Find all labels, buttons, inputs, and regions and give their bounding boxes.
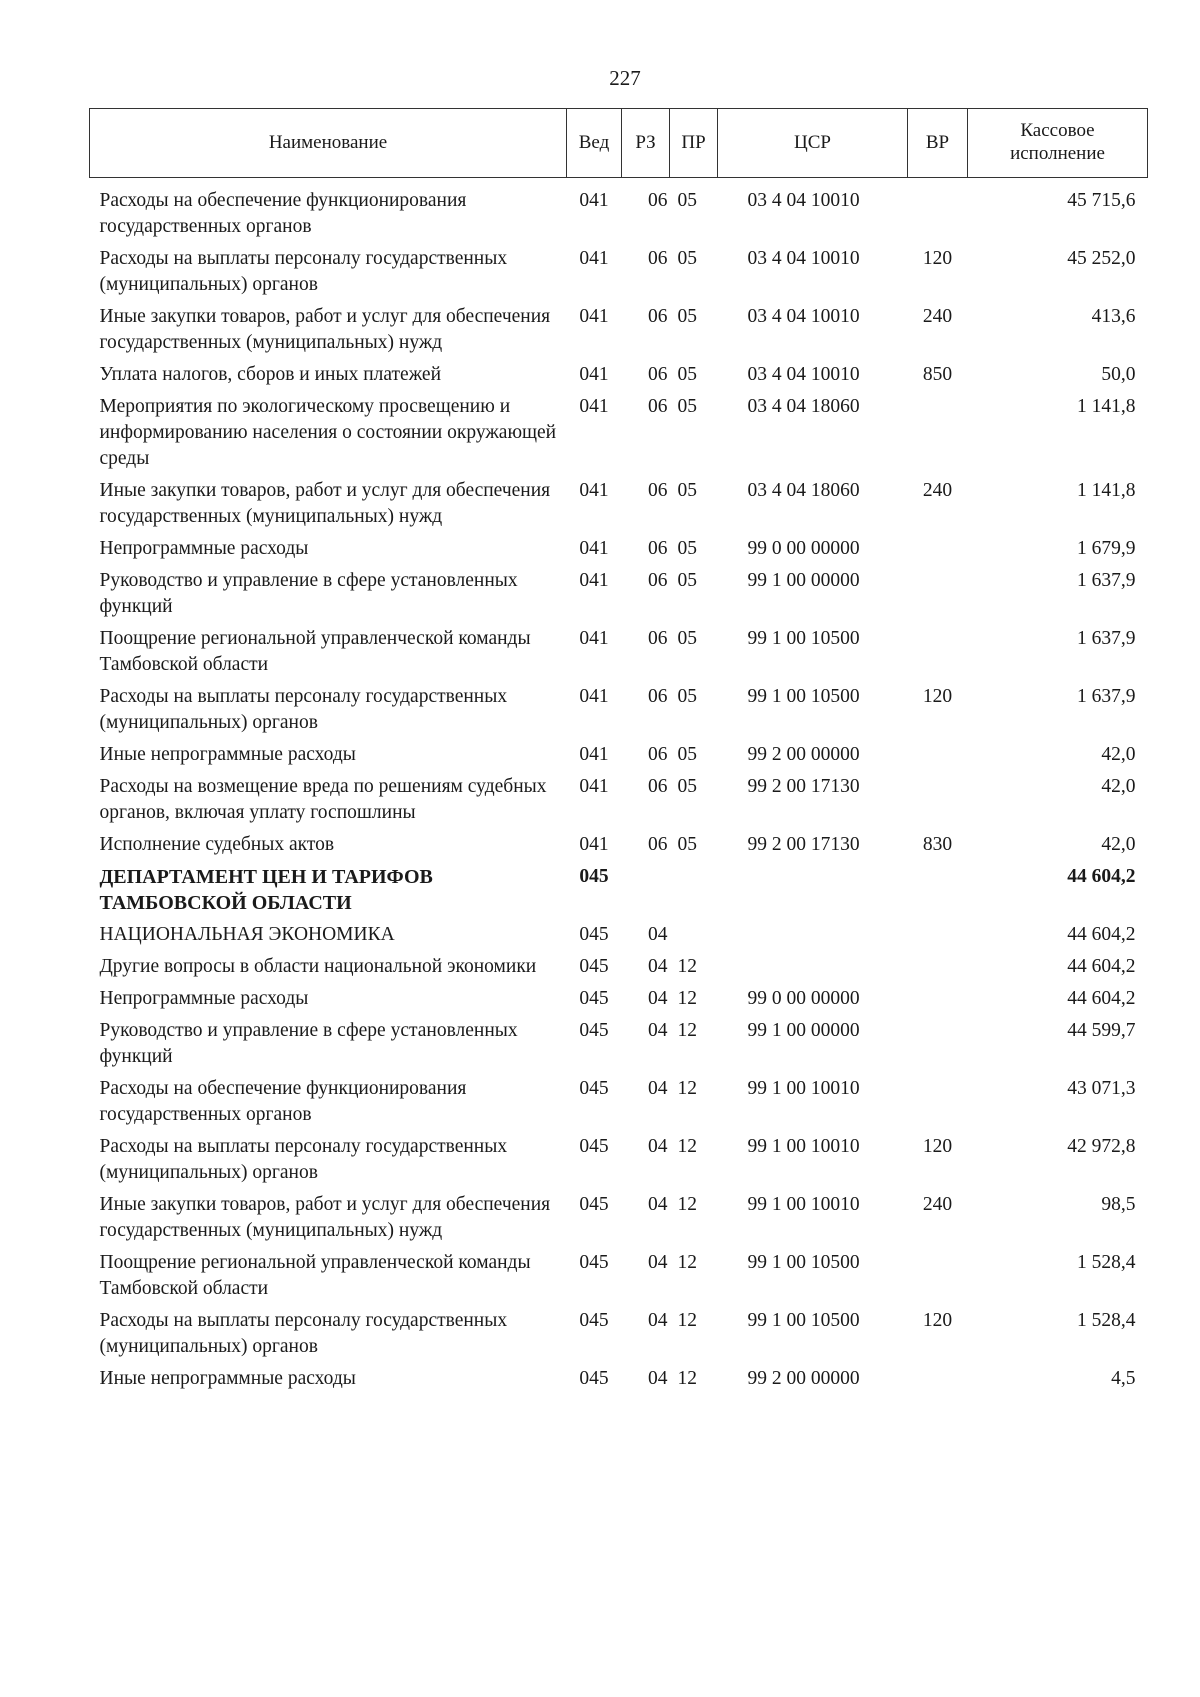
header-pr: ПР [670, 109, 718, 178]
row-rz: 04 [648, 1368, 668, 1389]
row-csr: 99 2 00 00000 [747, 744, 860, 765]
row-rz: 06 [648, 686, 668, 707]
row-name: Расходы на выплаты персоналу государственных (муниципальных) органов [99, 1310, 508, 1357]
row-rz: 04 [648, 1136, 668, 1157]
row-vr [908, 954, 968, 986]
page-number: 227 [609, 66, 641, 90]
row-vr: 830 [922, 834, 953, 855]
row-name: Расходы на выплаты персоналу государственных (муниципальных) органов [99, 1136, 508, 1183]
row-pr [670, 922, 718, 954]
row-pr: 05 [677, 570, 697, 591]
row-amount: 42,0 [1101, 834, 1136, 855]
row-csr [718, 864, 908, 922]
row-csr: 99 1 00 10500 [747, 1252, 860, 1273]
row-name: Иные непрограммные расходы [99, 744, 356, 765]
table-row [90, 684, 1148, 742]
row-vr [908, 568, 968, 626]
row-csr: 99 1 00 10500 [747, 1310, 860, 1331]
row-vr [908, 1076, 968, 1134]
row-vr [908, 178, 968, 247]
row-amount: 1 141,8 [1077, 480, 1136, 501]
table-row [90, 626, 1148, 684]
row-csr: 03 4 04 10010 [747, 306, 860, 327]
row-amount: 42 972,8 [1067, 1136, 1136, 1157]
row-ved: 045 [579, 956, 609, 977]
row-pr: 12 [677, 1020, 697, 1041]
table-row [90, 1134, 1148, 1192]
table-row [90, 568, 1148, 626]
row-ved: 041 [579, 776, 609, 797]
row-ved: 045 [579, 1020, 609, 1041]
row-csr [718, 954, 908, 986]
row-rz: 06 [648, 628, 668, 649]
row-csr: 99 2 00 17130 [747, 776, 860, 797]
row-rz: 06 [648, 364, 668, 385]
row-rz: 04 [648, 1252, 668, 1273]
row-name: НАЦИОНАЛЬНАЯ ЭКОНОМИКА [99, 924, 395, 945]
row-ved: 041 [579, 480, 609, 501]
row-pr: 05 [677, 480, 697, 501]
row-ved: 045 [579, 1310, 609, 1331]
header-kass: Кассовое исполнение [968, 109, 1148, 178]
row-ved: 041 [579, 570, 609, 591]
row-vr [908, 922, 968, 954]
row-vr: 850 [922, 364, 953, 385]
row-pr: 12 [677, 1078, 697, 1099]
table-row [90, 178, 1148, 247]
header-csr: ЦСР [718, 109, 908, 178]
row-amount: 1 637,9 [1077, 628, 1136, 649]
row-amount: 1 637,9 [1077, 570, 1136, 591]
row-rz: 06 [648, 480, 668, 501]
row-name: Поощрение региональной управленческой команды Тамбовской области [99, 1252, 531, 1299]
table-row [90, 1308, 1148, 1366]
header-vr: ВР [908, 109, 968, 178]
row-name: Уплата налогов, сборов и иных платежей [99, 364, 442, 385]
row-vr [908, 394, 968, 478]
row-amount: 1 141,8 [1077, 396, 1136, 417]
row-vr [908, 626, 968, 684]
row-vr: 120 [922, 1310, 953, 1331]
table-row [90, 954, 1148, 986]
row-pr [670, 864, 718, 922]
row-pr: 05 [677, 834, 697, 855]
row-ved: 041 [579, 248, 609, 269]
row-csr: 03 4 04 18060 [747, 480, 860, 501]
row-csr [718, 922, 908, 954]
row-vr [908, 774, 968, 832]
row-name: Мероприятия по экологическому просвещению и информированию населения о состоянии окружающей среды [99, 396, 557, 469]
row-pr: 05 [677, 248, 697, 269]
row-amount: 45 252,0 [1067, 248, 1136, 269]
row-vr: 240 [922, 306, 953, 327]
row-pr: 05 [677, 628, 697, 649]
row-ved: 041 [579, 396, 609, 417]
row-vr: 240 [922, 480, 953, 501]
row-pr: 12 [677, 1252, 697, 1273]
row-csr: 99 1 00 10010 [747, 1078, 860, 1099]
row-name: Непрограммные расходы [99, 988, 309, 1009]
row-amount: 44 604,2 [1067, 956, 1136, 977]
row-amount: 1 679,9 [1077, 538, 1136, 559]
row-name: Расходы на обеспечение функционирования государственных органов [99, 1078, 467, 1125]
row-rz: 06 [648, 834, 668, 855]
table-row [90, 246, 1148, 304]
table-row [90, 1018, 1148, 1076]
row-pr: 12 [677, 1136, 697, 1157]
row-ved: 045 [579, 1368, 609, 1389]
row-pr: 05 [677, 396, 697, 417]
table-row [90, 1192, 1148, 1250]
table-body [90, 178, 1148, 1399]
header-name: Наименование [90, 109, 567, 178]
table-row [90, 1076, 1148, 1134]
row-ved: 041 [579, 306, 609, 327]
row-vr [908, 742, 968, 774]
row-amount: 4,5 [1111, 1368, 1136, 1389]
row-rz: 06 [648, 570, 668, 591]
row-amount: 1 528,4 [1077, 1310, 1136, 1331]
row-pr: 05 [677, 776, 697, 797]
row-rz: 06 [648, 190, 668, 211]
row-csr: 99 1 00 10500 [747, 686, 860, 707]
row-ved: 041 [579, 834, 609, 855]
row-amount: 44 604,2 [1067, 988, 1136, 1009]
row-name: Расходы на выплаты персоналу государственных (муниципальных) органов [99, 248, 508, 295]
row-amount: 44 599,7 [1067, 1020, 1136, 1041]
row-name: Иные закупки товаров, работ и услуг для обеспечения государственных (муниципальных) нужд [99, 480, 551, 527]
row-rz: 06 [648, 306, 668, 327]
row-pr: 12 [677, 1194, 697, 1215]
row-rz: 04 [648, 1078, 668, 1099]
row-amount: 98,5 [1101, 1194, 1136, 1215]
row-pr: 12 [677, 1310, 697, 1331]
row-name: Непрограммные расходы [99, 538, 309, 559]
row-csr: 99 2 00 00000 [747, 1368, 860, 1389]
row-vr: 240 [922, 1194, 953, 1215]
row-pr: 12 [677, 1368, 697, 1389]
row-pr: 05 [677, 364, 697, 385]
table-row [90, 304, 1148, 362]
row-name: Иные непрограммные расходы [99, 1368, 356, 1389]
row-csr: 03 4 04 10010 [747, 364, 860, 385]
row-ved: 041 [579, 686, 609, 707]
row-csr: 03 4 04 10010 [747, 190, 860, 211]
row-pr: 05 [677, 538, 697, 559]
row-ved: 041 [579, 628, 609, 649]
row-vr [908, 536, 968, 568]
row-vr [908, 1018, 968, 1076]
row-rz: 04 [648, 988, 668, 1009]
table-row [90, 536, 1148, 568]
row-ved: 045 [579, 1078, 609, 1099]
row-csr: 99 1 00 10010 [747, 1194, 860, 1215]
row-vr [908, 1250, 968, 1308]
table-row [90, 864, 1148, 922]
row-name: Расходы на возмещение вреда по решениям судебных органов, включая уплату госпошлины [99, 776, 547, 823]
row-rz: 06 [648, 776, 668, 797]
row-rz: 04 [648, 924, 668, 945]
row-amount: 44 604,2 [1067, 924, 1136, 945]
row-name: ДЕПАРТАМЕНТ ЦЕН И ТАРИФОВ ТАМБОВСКОЙ ОБЛАСТИ [99, 866, 433, 914]
table-row [90, 832, 1148, 864]
row-ved: 041 [579, 364, 609, 385]
row-amount: 1 637,9 [1077, 686, 1136, 707]
table-row [90, 478, 1148, 536]
row-rz: 06 [648, 744, 668, 765]
table-row [90, 1366, 1148, 1398]
table-row [90, 774, 1148, 832]
row-ved: 045 [579, 924, 609, 945]
row-pr: 12 [677, 988, 697, 1009]
row-csr: 99 2 00 17130 [747, 834, 860, 855]
row-name: Руководство и управление в сфере установленных функций [99, 570, 518, 617]
row-amount: 50,0 [1101, 364, 1136, 385]
row-amount: 45 715,6 [1067, 190, 1136, 211]
row-ved: 041 [579, 538, 609, 559]
row-vr [908, 864, 968, 922]
row-vr: 120 [922, 686, 953, 707]
row-vr [908, 1366, 968, 1398]
row-pr: 05 [677, 744, 697, 765]
row-amount: 44 604,2 [1067, 866, 1136, 887]
row-name: Иные закупки товаров, работ и услуг для обеспечения государственных (муниципальных) нужд [99, 306, 551, 353]
row-name: Иные закупки товаров, работ и услуг для обеспечения государственных (муниципальных) нужд [99, 1194, 551, 1241]
row-ved: 045 [579, 1136, 609, 1157]
row-name: Расходы на обеспечение функционирования государственных органов [99, 190, 467, 237]
table-row [90, 394, 1148, 478]
budget-execution-table [89, 108, 1148, 1398]
row-csr: 99 1 00 10500 [747, 628, 860, 649]
row-ved: 045 [579, 866, 609, 887]
header-rz: РЗ [622, 109, 670, 178]
row-vr: 120 [922, 1136, 953, 1157]
row-csr: 03 4 04 10010 [747, 248, 860, 269]
row-amount: 413,6 [1091, 306, 1136, 327]
table-row [90, 922, 1148, 954]
row-rz: 04 [648, 1020, 668, 1041]
row-csr: 99 1 00 00000 [747, 570, 860, 591]
table-row [90, 1250, 1148, 1308]
row-ved: 045 [579, 1252, 609, 1273]
row-ved: 045 [579, 988, 609, 1009]
row-rz: 04 [648, 1310, 668, 1331]
row-rz: 06 [648, 396, 668, 417]
row-ved: 041 [579, 190, 609, 211]
row-rz: 06 [648, 538, 668, 559]
row-name: Поощрение региональной управленческой команды Тамбовской области [99, 628, 531, 675]
table-row [90, 362, 1148, 394]
row-amount: 42,0 [1101, 776, 1136, 797]
row-amount: 43 071,3 [1067, 1078, 1136, 1099]
row-name: Другие вопросы в области национальной экономики [99, 956, 537, 977]
row-vr: 120 [922, 248, 953, 269]
row-ved: 041 [579, 744, 609, 765]
table-row [90, 742, 1148, 774]
row-name: Расходы на выплаты персоналу государственных (муниципальных) органов [99, 686, 508, 733]
row-amount: 1 528,4 [1077, 1252, 1136, 1273]
row-amount: 42,0 [1101, 744, 1136, 765]
row-name: Исполнение судебных актов [99, 834, 335, 855]
row-rz: 04 [648, 1194, 668, 1215]
row-csr: 99 1 00 10010 [747, 1136, 860, 1157]
header-ved: Вед [567, 109, 622, 178]
row-csr: 99 1 00 00000 [747, 1020, 860, 1041]
row-pr: 05 [677, 306, 697, 327]
row-rz: 06 [648, 248, 668, 269]
table-row [90, 986, 1148, 1018]
row-csr: 99 0 00 00000 [747, 538, 860, 559]
row-pr: 05 [677, 190, 697, 211]
table-header-row [90, 109, 1148, 178]
row-ved: 045 [579, 1194, 609, 1215]
row-vr [908, 986, 968, 1018]
row-rz [622, 864, 670, 922]
row-csr: 99 0 00 00000 [747, 988, 860, 1009]
row-rz: 04 [648, 956, 668, 977]
row-csr: 03 4 04 18060 [747, 396, 860, 417]
row-name: Руководство и управление в сфере установленных функций [99, 1020, 518, 1067]
row-pr: 12 [677, 956, 697, 977]
row-pr: 05 [677, 686, 697, 707]
